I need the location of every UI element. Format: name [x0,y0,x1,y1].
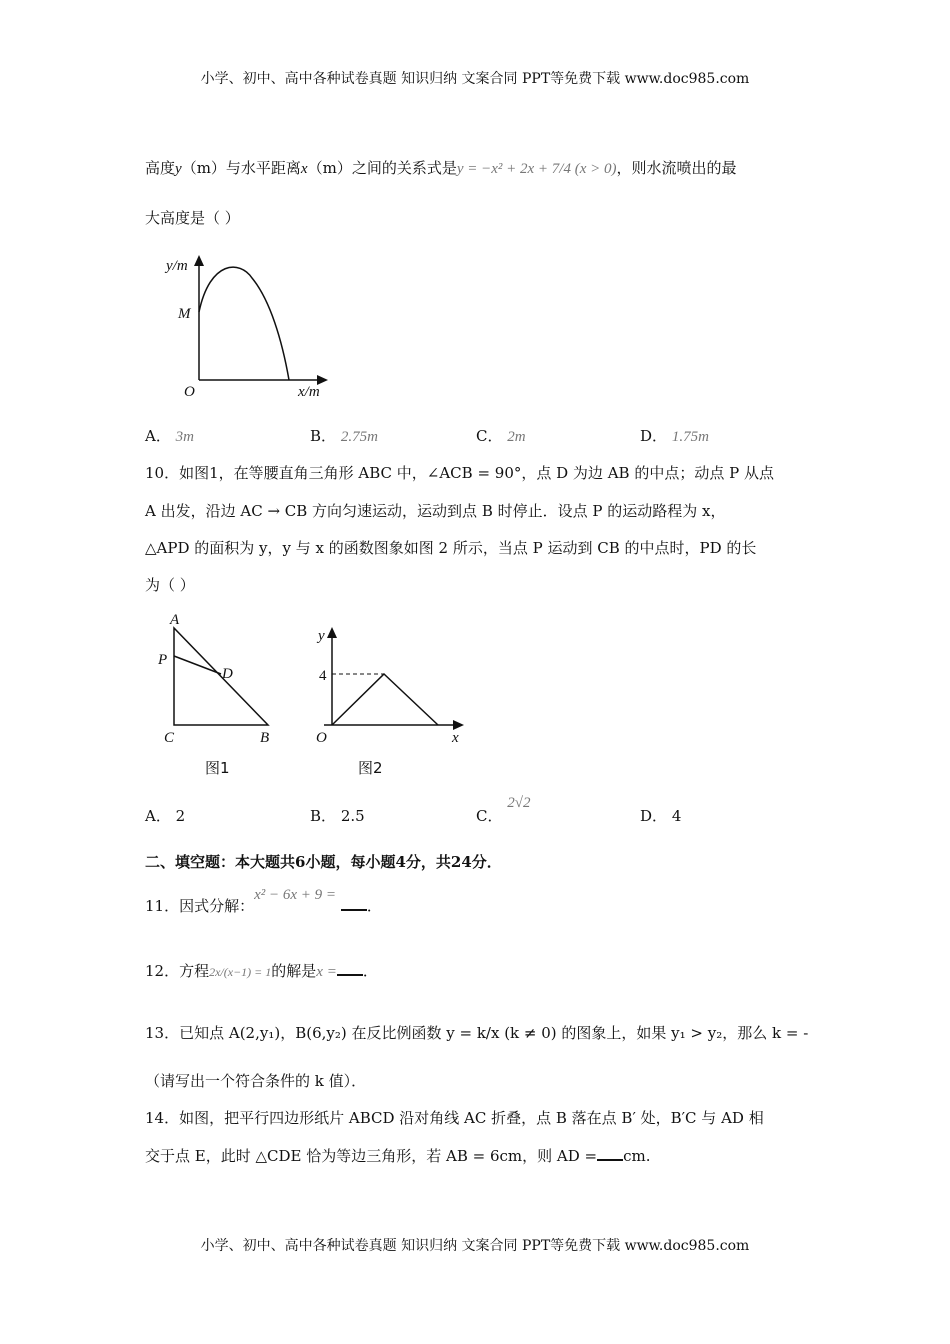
section-heading: 二、填空题：本大题共6小题，每小题4分，共24分． [145,853,502,871]
point-m-label: M [178,306,191,322]
label-d: D [222,666,233,682]
q9-parabola-figure [166,250,340,400]
q10-line2: A 出发，沿边 AC → CB 方向匀速运动，运动到点 B 时停止．设点 P 的运动路程为 x， [145,502,726,520]
origin-label: O [184,384,195,400]
option-d[interactable]: D． 4 [640,807,682,825]
q13-line2: （请写出一个符合条件的 k 值）． [145,1072,367,1090]
option-b[interactable]: B． 2.5 [310,807,365,825]
text: （m）之间的关系式是 [307,159,457,177]
y-axis-label: y [318,628,325,644]
option-a[interactable]: A． 2 [145,807,186,825]
x-axis-label: x/m [298,384,320,400]
label-p: P [158,652,168,668]
page-header: 小学、初中、高中各种试卷真题 知识归纳 文案合同 PPT等免费下载 www.doc985.com [200,71,750,87]
q12: 12．方程2x/(x−1) = 1的解是x = ． [145,962,378,980]
label-b: B [260,730,270,746]
label-a: A [170,612,180,628]
option-c[interactable]: C． 2√2 [476,795,531,825]
q9-line2: 大高度是（ ） [145,209,240,227]
q14-line2: 交于点 E，此时 △CDE 恰为等边三角形，若 AB = 6cm，则 AD = cm. [145,1147,651,1165]
page-footer: 小学、初中、高中各种试卷真题 知识归纳 文案合同 PPT等免费下载 www.doc985.com [200,1238,750,1254]
q11: 11．因式分解：x² − 6x + 9 = ． [145,887,382,915]
q10-figure1-triangle [150,608,290,788]
q10-line1: 10．如图1，在等腰直角三角形 ABC 中，∠ACB = 90°，点 D 为边 AB 的中点；动点 P 从点 [145,464,774,482]
origin-label: O [316,730,327,746]
option-d[interactable]: D． 1.75m [640,427,709,445]
text: （m）与水平距离 [181,159,301,177]
formula: y = −x² + 2x + 7/4 (x > 0) [456,161,617,177]
q14-line1: 14．如图，把平行四边形纸片 ABCD 沿对角线 AC 折叠，点 B 落在点 B′ 处，B′C 与 AD 相 [145,1109,764,1127]
caption-fig1: 图1 [205,759,230,777]
q9-line1 [145,158,737,179]
label-c: C [164,730,175,746]
q10-line4: 为（ ） [145,576,195,594]
caption-fig2: 图2 [358,759,383,777]
y-axis-label: y/m [166,258,188,274]
x-axis-label: x [452,730,459,746]
text: 高度 [145,159,176,177]
option-a[interactable]: A． 3m [145,427,194,445]
q10-line3: △APD 的面积为 y，y 与 x 的函数图象如图 2 所示，当点 P 运动到 CB 的中点时，PD 的长 [145,539,757,557]
answer-blank[interactable] [341,895,367,911]
answer-blank[interactable] [337,960,363,976]
answer-blank[interactable] [597,1145,623,1161]
option-c[interactable]: C． 2m [476,427,526,445]
option-b[interactable]: B． 2.75m [310,427,378,445]
q13-line1: 13．已知点 A(2,y₁)，B(6,y₂) 在反比例函数 y = k/x (k ≠ 0) 的图象上，如果 y₁ > y₂，那么 k = - [145,1024,809,1042]
y-tick-4: 4 [319,668,327,684]
var-y: y [175,161,182,177]
var-x: x [300,161,308,177]
text: ，则水流喷出的最 [616,159,737,177]
q10-figure2-graph [310,620,470,788]
